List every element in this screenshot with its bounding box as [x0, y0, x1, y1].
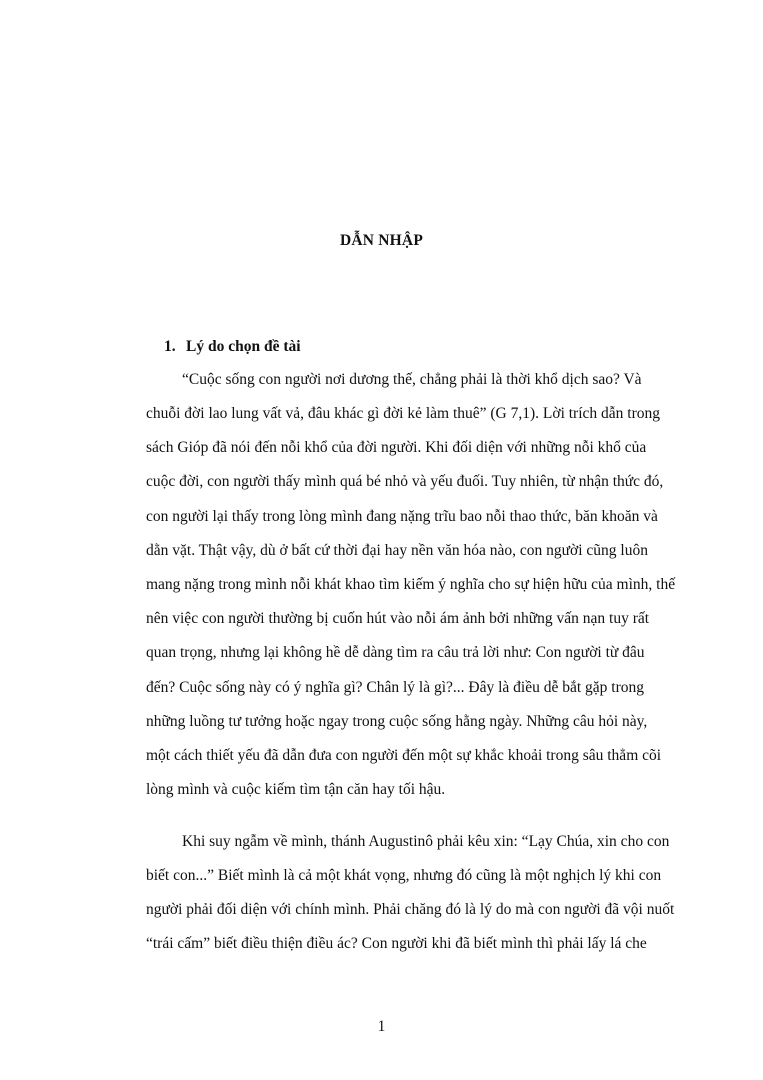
text-line: “Cuộc sống con người nơi dương thế, chẳng phải là thời khổ dịch sao? Và: [182, 371, 642, 388]
text-line: quan trọng, nhưng lại không hề dễ dàng tìm ra câu trả lời như: Con người từ đâu: [146, 644, 645, 661]
text-line: dằn vặt. Thật vậy, dù ở bất cứ thời đại hay nền văn hóa nào, con người cũng luôn: [146, 542, 648, 559]
text-line: chuỗi đời lao lung vất vả, đâu khác gì đời kẻ làm thuê” (G 7,1). Lời trích dẫn trong: [146, 405, 660, 422]
text-line: sách Gióp đã nói đến nỗi khổ của đời người. Khi đối diện với những nỗi khổ của: [146, 439, 647, 456]
text-line: người phải đối diện với chính mình. Phải chăng đó là lý do mà con người đã vội nuốt: [146, 901, 675, 918]
text-line: đến? Cuộc sống này có ý nghĩa gì? Chân lý là gì?... Đây là điều dễ bắt gặp trong: [146, 679, 645, 696]
text-line: cuộc đời, con người thấy mình quá bé nhỏ và yếu đuối. Tuy nhiên, từ nhận thức đó,: [146, 473, 664, 490]
text-line: lòng mình và cuộc kiếm tìm tận căn hay tối hậu.: [146, 781, 446, 798]
text-line: Khi suy ngẫm về mình, thánh Augustinô phải kêu xin: “Lạy Chúa, xin cho con: [182, 833, 670, 850]
section-heading: [164, 338, 301, 356]
section-number: 1.: [164, 338, 176, 355]
text-line: mang nặng trong mình nỗi khát khao tìm kiếm ý nghĩa cho sự hiện hữu của mình, thế: [146, 576, 676, 593]
text-line: “trái cấm” biết điều thiện điều ác? Con người khi đã biết mình thì phải lấy lá che: [146, 935, 647, 952]
text-line: nên việc con người thường bị cuốn hút vào nỗi ám ảnh bởi những vấn nạn tuy rất: [146, 610, 650, 627]
text-line: những luồng tư tưởng hoặc ngay trong cuộc sống hằng ngày. Những câu hỏi này,: [146, 713, 648, 730]
text-line: biết con...” Biết mình là cả một khát vọng, nhưng đó cũng là một nghịch lý khi con: [146, 867, 662, 884]
section-heading-text: Lý do chọn đề tài: [186, 338, 301, 355]
text-line: một cách thiết yếu đã dẫn đưa con người đến một sự khắc khoải trong sâu thẳm cõi: [146, 747, 662, 764]
page-title: DẪN NHẬP: [340, 232, 423, 249]
page-number: 1: [377, 1018, 386, 1035]
text-line: con người lại thấy trong lòng mình đang nặng trĩu bao nỗi thao thức, băn khoăn và: [146, 508, 658, 525]
